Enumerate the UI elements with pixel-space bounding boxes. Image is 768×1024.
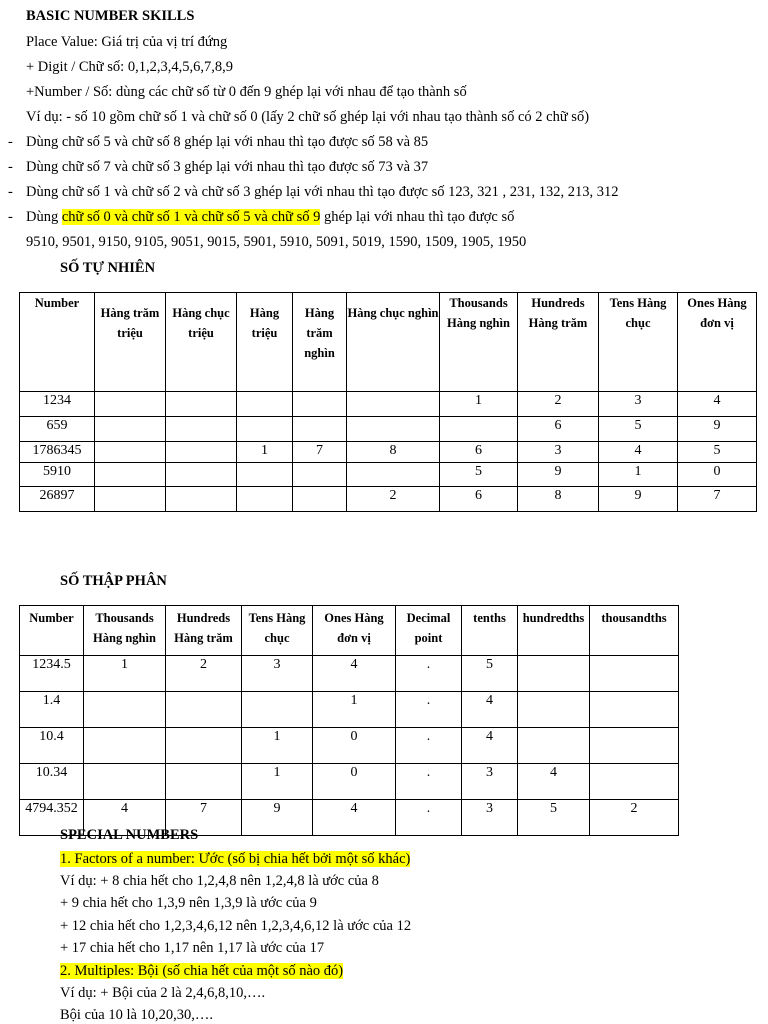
cell: [590, 728, 679, 764]
cell: [518, 656, 590, 692]
header-decimal-point: Decimal point: [396, 606, 462, 656]
cell: 9: [518, 463, 599, 487]
cell: 1234: [20, 392, 95, 417]
cell: [84, 728, 166, 764]
cell: 4: [678, 392, 757, 417]
table-row: [20, 442, 757, 463]
header-hundreds: Hundreds Hàng trăm: [166, 606, 242, 656]
cell: [237, 392, 293, 417]
cell: [166, 764, 242, 800]
cell: 9: [242, 800, 313, 836]
factors-title-text: 1. Factors of a number: Ước (số bị chia hết bởi một số khác): [60, 851, 411, 867]
cell: 2: [518, 392, 599, 417]
cell: 2: [166, 656, 242, 692]
cell: 4: [313, 656, 396, 692]
cell: 1786345: [20, 442, 95, 463]
factors-example: Ví dụ: + 8 chia hết cho 1,2,4,8 nên 1,2,4,8 là ước của 8: [60, 873, 379, 889]
highlighted-digits: chữ số 0 và chữ số 1 và chữ số 5 và chữ số 9: [61, 209, 321, 225]
cell: [95, 463, 166, 487]
cell: [166, 442, 237, 463]
cell: 1: [242, 728, 313, 764]
cell: [590, 656, 679, 692]
cell: [518, 728, 590, 764]
table-row: [20, 417, 757, 442]
cell: [84, 764, 166, 800]
cell: 4: [462, 728, 518, 764]
cell: [166, 487, 237, 512]
factors-example: + 12 chia hết cho 1,2,3,4,6,12 nên 1,2,3,4,6,12 là ước của 12: [60, 918, 412, 934]
cell: 3: [462, 764, 518, 800]
cell: 3: [599, 392, 678, 417]
cell: 6: [440, 487, 518, 512]
cell: .: [396, 764, 462, 800]
cell: [293, 417, 347, 442]
cell: [95, 392, 166, 417]
header-ten-millions: Hàng chục triệu: [166, 293, 237, 392]
natural-numbers-heading: SỐ TỰ NHIÊN: [60, 260, 156, 276]
header-ten-thousands: Hàng chục nghìn: [347, 293, 440, 392]
bullet-text: Dùng chữ số 7 và chữ số 3 ghép lại với nhau thì tạo được số 73 và 37: [26, 159, 429, 175]
header-hundred-thousands: Hàng trăm nghìn: [293, 293, 347, 392]
cell: 2: [347, 487, 440, 512]
example-line: Ví dụ: - số 10 gồm chữ số 1 và chữ số 0 (lấy 2 chữ số ghép lại với nhau tạo thành số có 2 chữ số): [26, 109, 590, 125]
table-row: [20, 692, 679, 728]
combinations-line: 9510, 9501, 9150, 9105, 9051, 9015, 5901, 5910, 5091, 5019, 1590, 1509, 1905, 1950: [26, 234, 527, 250]
header-thousands: Thousands Hàng nghìn: [84, 606, 166, 656]
cell: [84, 692, 166, 728]
header-number: Number: [20, 293, 95, 392]
header-thousandths: thousandths: [590, 606, 679, 656]
cell: 8: [518, 487, 599, 512]
cell: [347, 417, 440, 442]
bullet-dash: -: [8, 134, 13, 150]
cell: 4: [462, 692, 518, 728]
cell: 5: [462, 656, 518, 692]
digit-line: + Digit / Chữ số: 0,1,2,3,4,5,6,7,8,9: [26, 59, 233, 75]
cell: 10.34: [20, 764, 84, 800]
cell: 4: [313, 800, 396, 836]
header-millions: Hàng triệu: [237, 293, 293, 392]
cell: [293, 392, 347, 417]
cell: .: [396, 728, 462, 764]
cell: 5: [440, 463, 518, 487]
cell: [95, 417, 166, 442]
multiples-title-text: 2. Multiples: Bội (số chia hết của một số nào đó): [60, 963, 344, 979]
bullet-dash: -: [8, 184, 13, 200]
cell: 26897: [20, 487, 95, 512]
cell: 6: [518, 417, 599, 442]
cell: 9: [678, 417, 757, 442]
multiples-example: Bội của 10 là 10,20,30,….: [60, 1007, 214, 1023]
header-hundredths: hundredths: [518, 606, 590, 656]
bullet-prefix: Dùng: [26, 209, 62, 225]
page-title: BASIC NUMBER SKILLS: [26, 8, 195, 24]
cell: 1: [440, 392, 518, 417]
cell: [166, 692, 242, 728]
cell: .: [396, 800, 462, 836]
cell: 1: [237, 442, 293, 463]
bullet-text: [26, 208, 514, 226]
table-row: [20, 656, 679, 692]
cell: 5910: [20, 463, 95, 487]
header-tens: Tens Hàng chục: [599, 293, 678, 392]
natural-numbers-table: [19, 292, 757, 512]
cell: [95, 487, 166, 512]
bullet-suffix: ghép lại với nhau thì tạo được số: [320, 209, 515, 225]
cell: 659: [20, 417, 95, 442]
header-hundreds: Hundreds Hàng trăm: [518, 293, 599, 392]
bullet-dash: -: [8, 159, 13, 175]
cell: 1: [84, 656, 166, 692]
cell: 2: [590, 800, 679, 836]
table-row: [20, 392, 757, 417]
cell: 4: [599, 442, 678, 463]
header-tens: Tens Hàng chục: [242, 606, 313, 656]
cell: 9: [599, 487, 678, 512]
cell: [590, 692, 679, 728]
cell: 1234.5: [20, 656, 84, 692]
cell: [237, 487, 293, 512]
cell: 1: [313, 692, 396, 728]
header-thousands: Thousands Hàng nghìn: [440, 293, 518, 392]
header-tenths: tenths: [462, 606, 518, 656]
decimal-numbers-table: [19, 605, 679, 836]
cell: [347, 463, 440, 487]
cell: .: [396, 656, 462, 692]
cell: [166, 417, 237, 442]
bullet-dash: -: [8, 209, 13, 225]
cell: 0: [678, 463, 757, 487]
cell: [590, 764, 679, 800]
cell: [293, 487, 347, 512]
header-ones: Ones Hàng đơn vị: [678, 293, 757, 392]
cell: 8: [347, 442, 440, 463]
table-row: [20, 463, 757, 487]
multiples-title: [60, 962, 343, 980]
bullet-text: Dùng chữ số 1 và chữ số 2 và chữ số 3 ghép lại với nhau thì tạo được số 123, 321 , 231, 132, 213, 312: [26, 184, 619, 200]
table-row: [20, 764, 679, 800]
cell: [440, 417, 518, 442]
cell: .: [396, 692, 462, 728]
table-row: [20, 487, 757, 512]
factors-title: [60, 850, 410, 868]
cell: [293, 463, 347, 487]
cell: 3: [242, 656, 313, 692]
cell: 4: [84, 800, 166, 836]
cell: 4: [518, 764, 590, 800]
cell: [166, 392, 237, 417]
header-number: Number: [20, 606, 84, 656]
factors-example: + 17 chia hết cho 1,17 nên 1,17 là ước của 17: [60, 940, 325, 956]
cell: 1: [242, 764, 313, 800]
factors-example: + 9 chia hết cho 1,3,9 nên 1,3,9 là ước của 9: [60, 895, 317, 911]
cell: [166, 728, 242, 764]
cell: 5: [518, 800, 590, 836]
cell: 3: [462, 800, 518, 836]
header-hundred-millions: Hàng trăm triệu: [95, 293, 166, 392]
cell: [347, 392, 440, 417]
cell: [166, 463, 237, 487]
cell: [237, 463, 293, 487]
decimal-numbers-heading: SỐ THẬP PHÂN: [60, 573, 167, 589]
cell: [237, 417, 293, 442]
cell: 1.4: [20, 692, 84, 728]
cell: 0: [313, 728, 396, 764]
cell: 6: [440, 442, 518, 463]
special-numbers-heading: SPECIAL NUMBERS: [60, 827, 199, 843]
header-ones: Ones Hàng đơn vị: [313, 606, 396, 656]
number-line: +Number / Số: dùng các chữ số từ 0 đến 9 ghép lại với nhau để tạo thành số: [26, 84, 467, 100]
cell: 4794.352: [20, 800, 84, 836]
multiples-example: Ví dụ: + Bội của 2 là 2,4,6,8,10,….: [60, 985, 266, 1001]
cell: 3: [518, 442, 599, 463]
cell: 1: [599, 463, 678, 487]
cell: 7: [678, 487, 757, 512]
cell: [242, 692, 313, 728]
cell: 7: [293, 442, 347, 463]
cell: 5: [599, 417, 678, 442]
table-row: [20, 728, 679, 764]
cell: [95, 442, 166, 463]
cell: 0: [313, 764, 396, 800]
cell: 7: [166, 800, 242, 836]
cell: [518, 692, 590, 728]
place-value-line: Place Value: Giá trị của vị trí đứng: [26, 34, 228, 50]
bullet-text: Dùng chữ số 5 và chữ số 8 ghép lại với nhau thì tạo được số 58 và 85: [26, 134, 429, 150]
cell: 10.4: [20, 728, 84, 764]
cell: 5: [678, 442, 757, 463]
